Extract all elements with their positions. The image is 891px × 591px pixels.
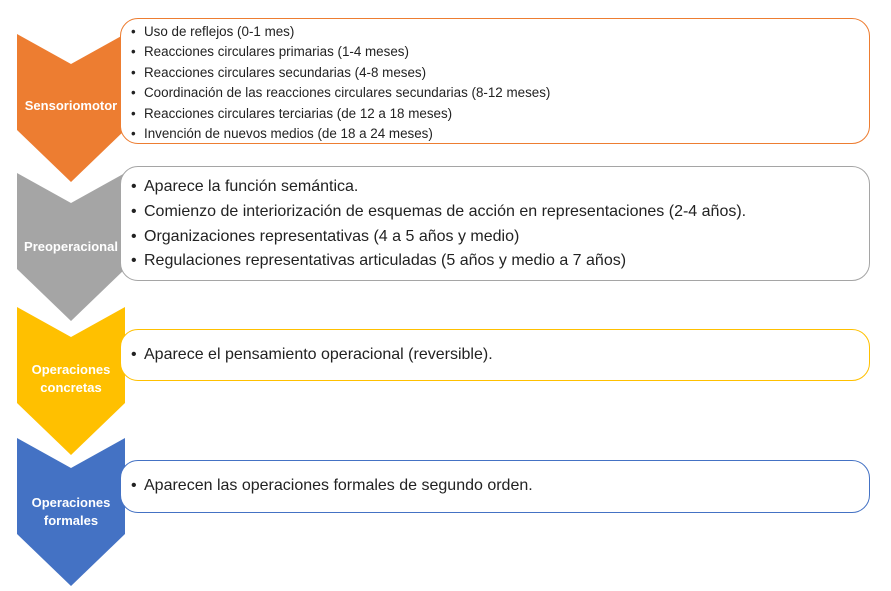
list-item: • Comienzo de interiorización de esquemas de acción en representaciones (2-4 años). xyxy=(131,202,747,220)
stage-box-operaciones-formales xyxy=(120,460,870,513)
list-item: • Coordinación de las reacciones circulares secundarias (8-12 meses) xyxy=(131,85,551,101)
list-item: • Reacciones circulares terciarias (de 12 a 18 meses) xyxy=(131,105,453,121)
stage-box-operaciones-concretas xyxy=(120,329,870,381)
stage-box-preoperacional xyxy=(120,166,870,281)
list-item: • Uso de reflejos (0-1 mes) xyxy=(131,24,295,39)
list-item: • Reacciones circulares primarias (1-4 meses) xyxy=(131,44,409,60)
list-item: • Regulaciones representativas articuladas (5 años y medio a 7 años) xyxy=(131,252,627,270)
list-item: • Aparece la función semántica. xyxy=(131,178,359,195)
list-item: • Aparecen las operaciones formales de segundo orden. xyxy=(131,477,533,494)
list-item: • Aparece el pensamiento operacional (reversible). xyxy=(131,346,493,363)
list-item: • Organizaciones representativas (4 a 5 años y medio) xyxy=(131,227,520,245)
stage-label-sensoriomotor: Sensoriomotor xyxy=(24,98,118,113)
stage-label-preoperacional: Preoperacional xyxy=(24,239,118,254)
stage-label-operaciones-formales: Operaciones formales xyxy=(31,495,111,528)
stage-box-sensoriomotor xyxy=(120,18,870,144)
chevron-shape-operaciones-concretas xyxy=(17,307,125,455)
chevron-shape-operaciones-formales xyxy=(17,438,125,586)
chevron-shape-sensoriomotor xyxy=(17,34,125,182)
stage-label-operaciones-concretas: Operaciones concretas xyxy=(31,362,111,395)
list-item: • Reacciones circulares secundarias (4-8 meses) xyxy=(131,64,427,80)
list-item: • Invención de nuevos medios (de 18 a 24 meses) xyxy=(131,126,433,142)
chevron-shape-preoperacional xyxy=(17,173,125,321)
